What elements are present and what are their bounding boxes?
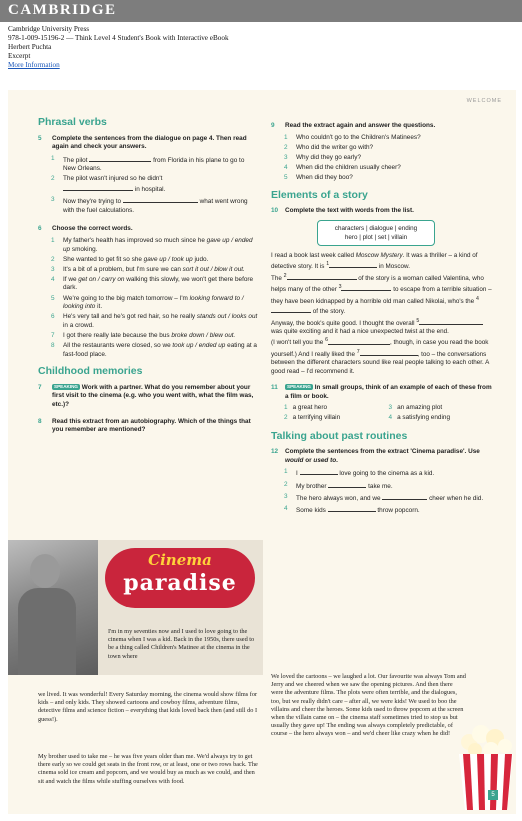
list-item: 1 I love going to the cinema as a kid.	[284, 468, 435, 478]
meta-publisher: Cambridge University Press	[8, 25, 90, 33]
list-item: 3 Why did they go early?	[284, 153, 362, 161]
choice-words[interactable]: took up / ended up	[172, 341, 226, 349]
extract-paragraph-2: My brother used to take me – he was five years older than me. We'd always try to get there early so we could get seats in the front row, or at least, one or two rows back. The cinema sold ice cream and popcorn, and we would buy as much as we could, and then sit and watch the films while stuffing ourselves with food.	[38, 753, 258, 785]
list-item: 6 He's very tall and he's got red hair, so he really stands out / looks out in a crowd.	[51, 313, 258, 329]
book-meta	[8, 25, 229, 70]
answer-blank[interactable]	[328, 338, 390, 345]
list-item: 2 My brother take me.	[284, 480, 393, 490]
page-number: 5	[488, 790, 498, 800]
list-item: 1 The pilot from Florida in his plane to go to New Orleans.	[51, 154, 245, 173]
list-item: 2 a terrifying villain	[284, 414, 341, 422]
answer-blank[interactable]	[271, 306, 311, 313]
list-item: 5 When did they boo?	[284, 173, 353, 181]
right-column	[271, 122, 493, 519]
section-title-elements: Elements of a story	[271, 188, 368, 201]
extract-paragraph-3: We loved the cartoons – we laughed a lot. Our favourite was always Tom and Jerry and we cheered when we saw the opening pictures. And then there were the adventure films. The plots were often terrible, and the dialogues, too, but we really didn't care – after all, we were kids! We used to boo the villains and cheer the heroes. Some kids used to throw popcorn at the screen when the villain came on – the cinema staff sometimes tried to stop us but usually they gave up! The ending was always completely predictable, of course – the hero always won – and we'd cheer like crazy when he did!	[271, 673, 466, 738]
choice-words[interactable]: stands out / looks out	[196, 313, 258, 321]
answer-blank[interactable]	[328, 505, 376, 512]
list-item: 1 My father's health has improved so much since he gave up / ended up smoking.	[51, 236, 253, 253]
answer-blank[interactable]	[300, 468, 338, 475]
choice-words[interactable]: sort it out / blow it out.	[182, 265, 245, 273]
list-item: 1 a great hero	[284, 404, 328, 412]
speaking-badge: SPEAKING	[287, 384, 311, 390]
list-item: 7 I got there really late because the bus broke down / blew out.	[51, 331, 236, 339]
exercise-5	[38, 135, 258, 216]
choice-words[interactable]: get on / carry on	[78, 275, 125, 283]
speaking-badge: SPEAKING	[54, 383, 78, 389]
list-item: 1 Who couldn't go to the Children's Matinees?	[284, 133, 421, 141]
answer-blank[interactable]	[123, 196, 198, 203]
answer-blank[interactable]	[89, 155, 151, 162]
exercise-10: 10 Complete the text with words from the list. characters | dialogue | ending hero | plot | set | villain I read a book last week called Moscow Mystery. It was a thriller – a kind of detective story. It is $^1$ in Moscow. The $^2$ of the story is a woman called Valentina, who helps many of the other $^3$ to escape from a terrible situation – they have been kidnapped by a horrible old man called Nikolai, who's the $^4$ of the story. Anyway, the book's quite good. I thought the overall $^5$ was quite exciting and it had a nice unexpected twist at the end. (I won't tell you the $^6$ , though, in case you read the book yourself.) And I really liked the $^7$ , too – the conversations between the different characters sound like real people talking to each other. A good read – I'd recommend it.	[271, 207, 492, 375]
section-title-phrasal-verbs: Phrasal verbs	[38, 116, 107, 128]
more-information-link[interactable]: More Information	[8, 61, 60, 69]
exercise-number: 5	[38, 134, 42, 142]
list-item: 2 The pilot wasn't injured so he didn't in hospital.	[51, 175, 166, 194]
exercise-9: 9 Read the extract again and answer the questions. 1 Who couldn't go to the Children's Matinees? 2 Who did the writer go with? 3 Why did they go early? 4 When did the children usually cheer? 5 When did they boo?	[271, 122, 493, 183]
meta-author: Herbert Puchta	[8, 43, 52, 51]
unit-label: WELCOME	[466, 98, 502, 104]
exercise-8: 8 Read this extract from an autobiography. Which of the things that you remember are mentioned?	[38, 417, 251, 434]
list-item: 3 an amazing plot	[388, 404, 443, 412]
publisher-header-bar	[0, 0, 522, 22]
answer-blank[interactable]	[63, 184, 133, 191]
exercise-instruction: Choose the correct words.	[52, 225, 133, 233]
exercise-7: 7 SPEAKING Work with a partner. What do you remember about your first visit to the cinema (e.g. who you went with, what the film was, etc.)?	[38, 383, 254, 408]
section-title-childhood-memories: Childhood memories	[38, 365, 143, 378]
textbook-page	[8, 90, 516, 814]
meta-isbn: 978-1-009-15196-2 — Think Level 4 Student's Book with Interactive eBook	[8, 34, 229, 42]
meta-type: Excerpt	[8, 52, 31, 60]
list-item: 3 It's a bit of a problem, but I'm sure we can sort it out / blow it out.	[51, 265, 245, 273]
story-text: I read a book last week called Moscow Mystery. It was a thriller – a kind of detective story. It is $^1$ in Moscow. The $^2$ of the story is a woman called Valentina, who helps many of the other $^3$ to escape from a terrible situation – they have been kidnapped by a horrible old man called Nikolai, who's the $^4$ of the story. Anyway, the book's quite good. I thought the overall $^5$ was quite exciting and it had a nice unexpected twist at the end. (I won't tell you the $^6$ , though, in case you read the book yourself.) And I really liked the $^7$ , too – the conversations between the different characters sound like real people talking to each other. A good read – I'd recommend it.	[271, 251, 492, 375]
exercise-11: 11 SPEAKING In small groups, think of an example of each of these from a film or book. 1 a great hero 3 an amazing plot 2 a terrifying villain 4 a satisfying ending	[271, 384, 492, 422]
list-item: 4 a satisfying ending	[388, 414, 450, 422]
left-column	[38, 118, 258, 439]
choice-words[interactable]: looking forward to / looking into	[63, 294, 244, 311]
answer-blank[interactable]	[382, 493, 427, 500]
list-item: 2 She wanted to get fit so she gave up / took up judo.	[51, 255, 209, 263]
list-item: 4 If we get on / carry on walking this slowly, we won't get there before dark.	[51, 275, 254, 292]
list-item: 2 Who did the writer go with?	[284, 143, 374, 151]
answer-blank[interactable]	[341, 284, 391, 291]
child-photo	[8, 540, 98, 675]
list-item: 4 When did the children usually cheer?	[284, 163, 401, 171]
list-item: 3 The hero always won, and we cheer when he did.	[284, 492, 484, 502]
popcorn-icon	[455, 720, 515, 810]
choice-words[interactable]: gave up / ended up	[63, 236, 253, 253]
cinema-marquee	[105, 548, 255, 608]
publisher-logo: CAMBRIDGE	[8, 2, 117, 18]
banner-title-cinema: Cinema	[148, 551, 212, 569]
exercise-instruction: Complete the sentences from the dialogue on page 4. Then read again and check your answers.	[52, 134, 247, 151]
list-item: 5 We're going to the big match tomorrow – I'm looking forward to / looking into it.	[51, 294, 244, 311]
answer-blank[interactable]	[287, 273, 357, 280]
extract-paragraph-1a: I'm in my seventies now and I used to love going to the cinema when I was a kid. Back in the 1950s, there used to be a thing called Children's Matinee at the cinema in the town where	[108, 628, 255, 660]
answer-blank[interactable]	[419, 318, 483, 325]
list-item: 4 Some kids throw popcorn.	[284, 504, 420, 514]
exercise-6: 6 Choose the correct words. 1 My father's health has improved so much since he gave up / ended up smoking. 2 She wanted to get fit so she gave up / took up judo. 3 It's a bit of a problem, but I'm sure we can sort it out / blow it out. 4 If we get on / carry on walking this slowly, we won't get there before dark. 5 We're going to the big match tomorrow – I'm looking forward to / looking into it. 6 He's very tall and he's got red hair, so he really stands out / looks out in a crowd. 7 I got there really late because the bus broke down / blew out. 8 All the restaurants were closed, so we took up / ended up eating at a fast-food place.	[38, 225, 258, 358]
section-title-past-routines: Talking about past routines	[271, 429, 408, 442]
choice-words[interactable]: broke down / blew out.	[171, 331, 236, 339]
word-list-box: characters | dialogue | ending hero | plot | set | villain	[317, 220, 435, 246]
answer-blank[interactable]	[328, 481, 366, 488]
banner-title-paradise: paradise	[123, 570, 237, 596]
list-item: 8 All the restaurants were closed, so we took up / ended up eating at a fast-food place.	[51, 341, 257, 358]
answer-blank[interactable]	[329, 261, 377, 268]
choice-words[interactable]: gave up / took up	[143, 255, 193, 263]
answer-blank[interactable]	[360, 349, 418, 356]
extract-paragraph-1b: we lived. It was wonderful! Every Saturday morning, the cinema would show films for kids – and only kids. They showed cartoons and cowboy films, adventure films, detective films and science fiction – everything that kids loved back then (and still do I guess!).	[38, 691, 258, 723]
exercise-12: 12 Complete the sentences from the extract 'Cinema paradise'. Use would or used to. 1 I love going to the cinema as a kid. 2 My brother take me. 3 The hero always won, and we cheer when he did. 4 Some kids throw popcorn.	[271, 448, 493, 515]
list-item: 3 Now they're trying to what went wrong with the fuel calculations.	[51, 196, 248, 214]
